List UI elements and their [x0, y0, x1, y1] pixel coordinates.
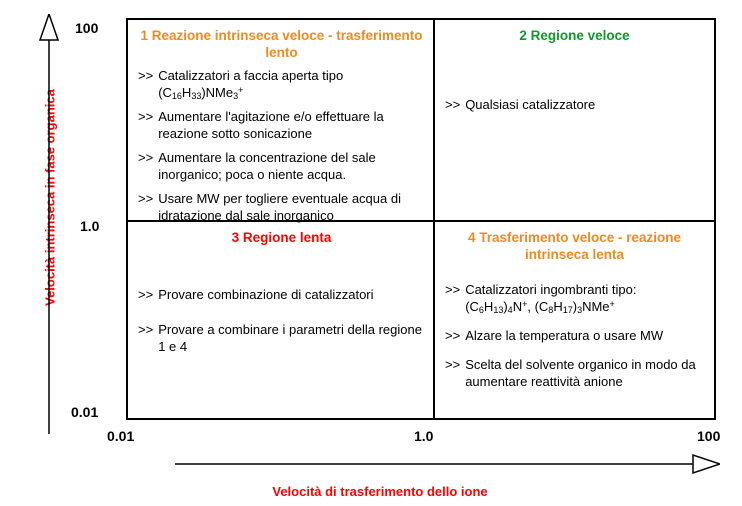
- bullet-text: Usare MW per togliere eventuale acqua di idratazione dal sale inorganico: [158, 190, 401, 223]
- quadrant-4-bullet-1: [445, 282, 704, 317]
- bullet-text: Catalizzatori a faccia aperta tipo $(C_{16}H_{33})NMe_3^+$: [158, 67, 344, 101]
- bullet-text: Provare a combinare i parametri della regione 1 e 4: [158, 321, 422, 354]
- bullet-text: Qualsiasi catalizzatore: [465, 96, 596, 112]
- quadrant-1-title: 1 Reazione intrinseca veloce - trasferimento lento: [140, 28, 423, 60]
- bullet-marker: >>: [445, 328, 461, 344]
- bullet-marker: >>: [138, 321, 154, 337]
- x-tick-1: 1.0: [414, 428, 434, 444]
- quadrant-3: [128, 222, 435, 418]
- y-tick-1: 1.0: [80, 218, 100, 234]
- quadrant-1-bullet-1: [138, 68, 425, 103]
- bullet-marker: >>: [445, 357, 461, 373]
- x-tick-100: 100: [697, 428, 721, 444]
- quadrant-1: [128, 20, 435, 222]
- right-arrow-icon: [175, 452, 720, 476]
- quadrant-2: [435, 20, 714, 222]
- quadrant-3-bullet-2: [138, 322, 425, 356]
- x-axis-title: Velocità di trasferimento dello ione: [272, 484, 488, 499]
- quadrant-4-bullet-2: [445, 328, 704, 345]
- bullet-text: Scelta del solvente organico in modo da aumentare reattività anione: [465, 357, 696, 390]
- bullet-marker: >>: [138, 150, 154, 166]
- bullet-marker: >>: [138, 190, 154, 206]
- quadrant-3-bullet-1: [138, 287, 425, 304]
- bullet-text: Provare combinazione di catalizzatori: [158, 286, 374, 302]
- quadrant-1-bullet-3: [138, 150, 425, 184]
- x-tick-001: 0.01: [107, 428, 135, 444]
- quadrant-4-bullet-3: [445, 357, 704, 391]
- bullet-marker: >>: [445, 281, 461, 297]
- bullet-text: Alzare la temperatura o usare MW: [465, 328, 664, 344]
- y-tick-001: 0.01: [71, 404, 99, 420]
- quadrant-4: [435, 222, 714, 418]
- up-arrow-icon: [38, 14, 60, 434]
- bullet-text: Catalizzatori ingombranti tipo: $(C_6H_{13})_4N^+$, $(C_8H_{17})_3NMe^+$: [465, 281, 637, 315]
- y-tick-100: 100: [75, 20, 99, 36]
- quadrant-4-title: 4 Trasferimento veloce - reazione intrinseca lenta: [467, 230, 682, 262]
- y-axis-title: Velocità intrinseca in fase organica: [42, 89, 58, 306]
- quadrant-2-title: 2 Regione veloce: [519, 28, 630, 43]
- bullet-marker: >>: [138, 67, 154, 83]
- bullet-text: Aumentare l'agitazione e/o effettuare la reazione sotto sonicazione: [158, 109, 384, 142]
- quadrant-matrix: [126, 18, 716, 420]
- bullet-text: Aumentare la concentrazione del sale inorganico; poca o niente acqua.: [158, 150, 376, 182]
- bullet-marker: >>: [138, 286, 154, 302]
- quadrant-2-bullet-1: [445, 97, 704, 114]
- quadrant-1-bullet-2: [138, 109, 425, 143]
- bullet-marker: >>: [445, 96, 461, 112]
- bullet-marker: >>: [138, 109, 154, 125]
- quadrant-1-bullet-4: [138, 191, 425, 225]
- quadrant-3-title: 3 Regione lenta: [231, 230, 332, 245]
